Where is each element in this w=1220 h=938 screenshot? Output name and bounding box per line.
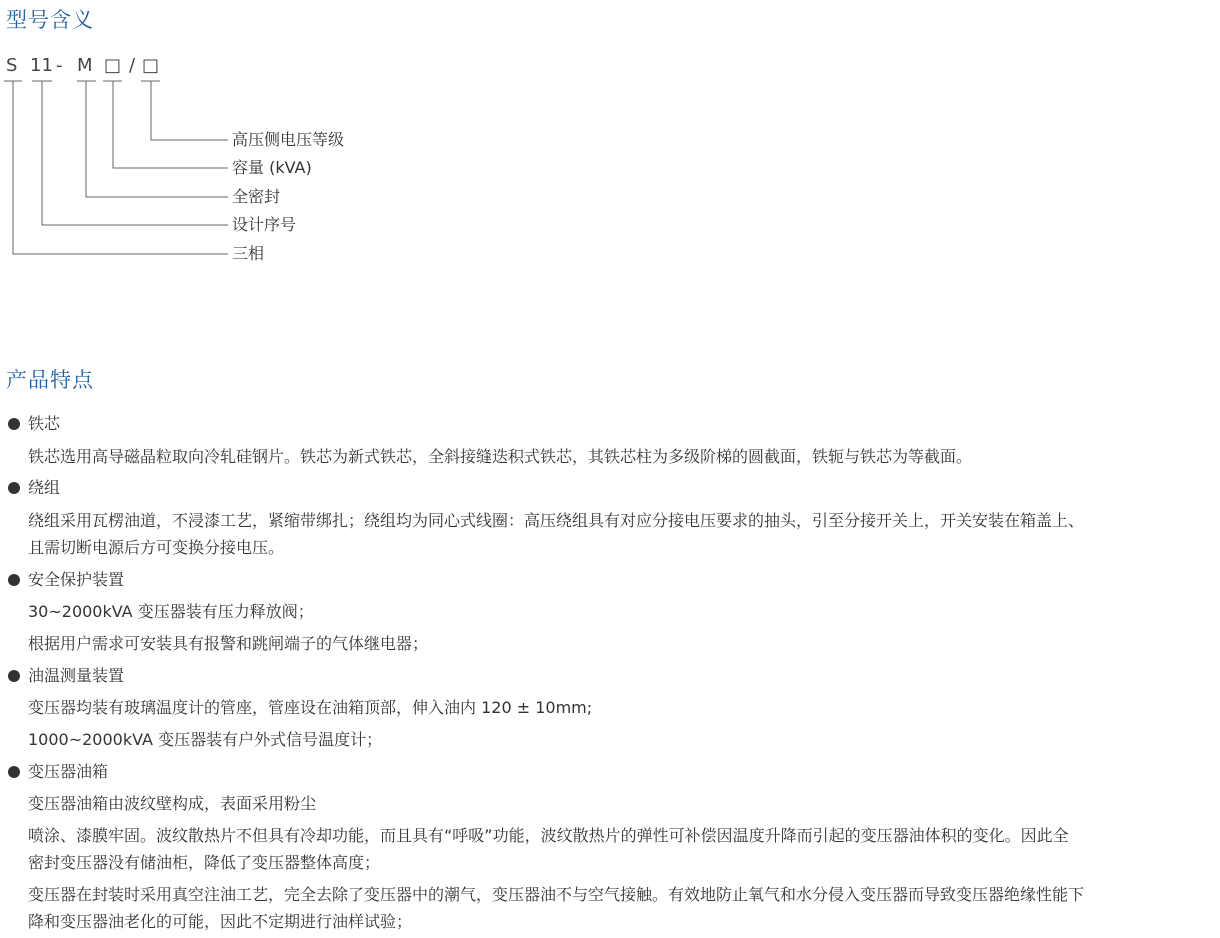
section-title-model-meaning: 型号含义 — [6, 8, 94, 32]
feature-line-oil-tank-5: 降和变压器油老化的可能，因此不定期进行油样试验； — [28, 912, 413, 931]
feature-heading-safety-protection — [8, 570, 124, 590]
label-high-voltage-level: 高压侧电压等级 — [232, 130, 345, 149]
feature-line-oil-tank-3: 密封变压器没有储油柜，降低了变压器整体高度； — [28, 853, 381, 872]
bullet-dot-icon — [8, 670, 20, 682]
bullet-dot-icon — [8, 574, 20, 586]
bullet-dot-icon — [8, 418, 20, 430]
connector-voltage-level — [151, 81, 228, 140]
feature-line-oil-temp-1: 变压器均装有玻璃温度计的管座，管座设在油箱顶部，伸入油内 120 ± 10mm; — [28, 698, 593, 717]
feature-heading-text: 安全保护装置 — [28, 570, 125, 589]
code-char-dash: - — [56, 55, 63, 76]
label-design-serial: 设计序号 — [232, 215, 297, 234]
feature-line-oil-temp-2: 1000~2000kVA 变压器装有户外式信号温度计； — [28, 730, 383, 749]
bullet-dot-icon — [8, 482, 20, 494]
feature-line-safety-1: 30~2000kVA 变压器装有压力释放阀； — [28, 602, 314, 621]
feature-line-oil-tank-4: 变压器在封装时采用真空注油工艺，完全去除了变压器中的潮气，变压器油不与空气接触。有效地防止氧气和水分侵入变压器而导致变压器绝缘性能下 — [28, 885, 1085, 904]
feature-heading-oil-temperature — [8, 666, 124, 686]
connector-design-serial — [42, 81, 228, 225]
feature-heading-winding — [8, 478, 60, 498]
feature-line-safety-2: 根据用户需求可安装具有报警和跳闸端子的气体继电器； — [28, 634, 429, 653]
feature-heading-text: 绕组 — [28, 478, 61, 497]
code-char-slash: / — [129, 55, 136, 76]
bullet-dot-icon — [8, 766, 20, 778]
feature-heading-text: 油温测量装置 — [28, 666, 125, 685]
feature-heading-text: 变压器油箱 — [28, 762, 109, 781]
label-fully-sealed: 全密封 — [232, 187, 281, 206]
feature-heading-text: 铁芯 — [28, 414, 61, 433]
label-capacity: 容量 (kVA) — [232, 158, 312, 177]
code-char-m: M — [77, 55, 93, 76]
model-code-connector-lines — [0, 0, 1220, 300]
feature-line-oil-tank-1: 变压器油箱由波纹壁构成，表面采用粉尘 — [28, 794, 317, 813]
label-three-phase: 三相 — [232, 244, 265, 263]
code-char-11: 11 — [30, 55, 53, 76]
feature-line-winding-2: 且需切断电源后方可变换分接电压。 — [28, 538, 285, 557]
feature-line-iron-core-1: 铁芯选用高导磁晶粒取向冷轧硅钢片。铁芯为新式铁芯，全斜接缝迭积式铁芯，其铁芯柱为多级阶梯的圆截面，铁轭与铁芯为等截面。 — [28, 447, 973, 466]
code-char-box-voltage: □ — [142, 55, 160, 76]
feature-heading-iron-core — [8, 414, 60, 434]
code-char-box-capacity: □ — [104, 55, 122, 76]
connector-fully-sealed — [86, 81, 228, 197]
feature-line-oil-tank-2: 喷涂、漆膜牢固。波纹散热片不但具有冷却功能，而且具有“呼吸”功能，波纹散热片的弹性可补偿因温度升降而引起的变压器油体积的变化。因此全 — [28, 826, 1069, 845]
connector-capacity — [113, 81, 228, 168]
feature-line-winding-1: 绕组采用瓦楞油道，不浸漆工艺，紧缩带绑扎；绕组均为同心式线圈：高压绕组具有对应分接电压要求的抽头，引至分接开关上，开关安装在箱盖上、 — [28, 511, 1085, 530]
code-char-s: S — [6, 55, 18, 76]
feature-heading-oil-tank — [8, 762, 108, 782]
section-title-product-features: 产品特点 — [6, 368, 94, 392]
